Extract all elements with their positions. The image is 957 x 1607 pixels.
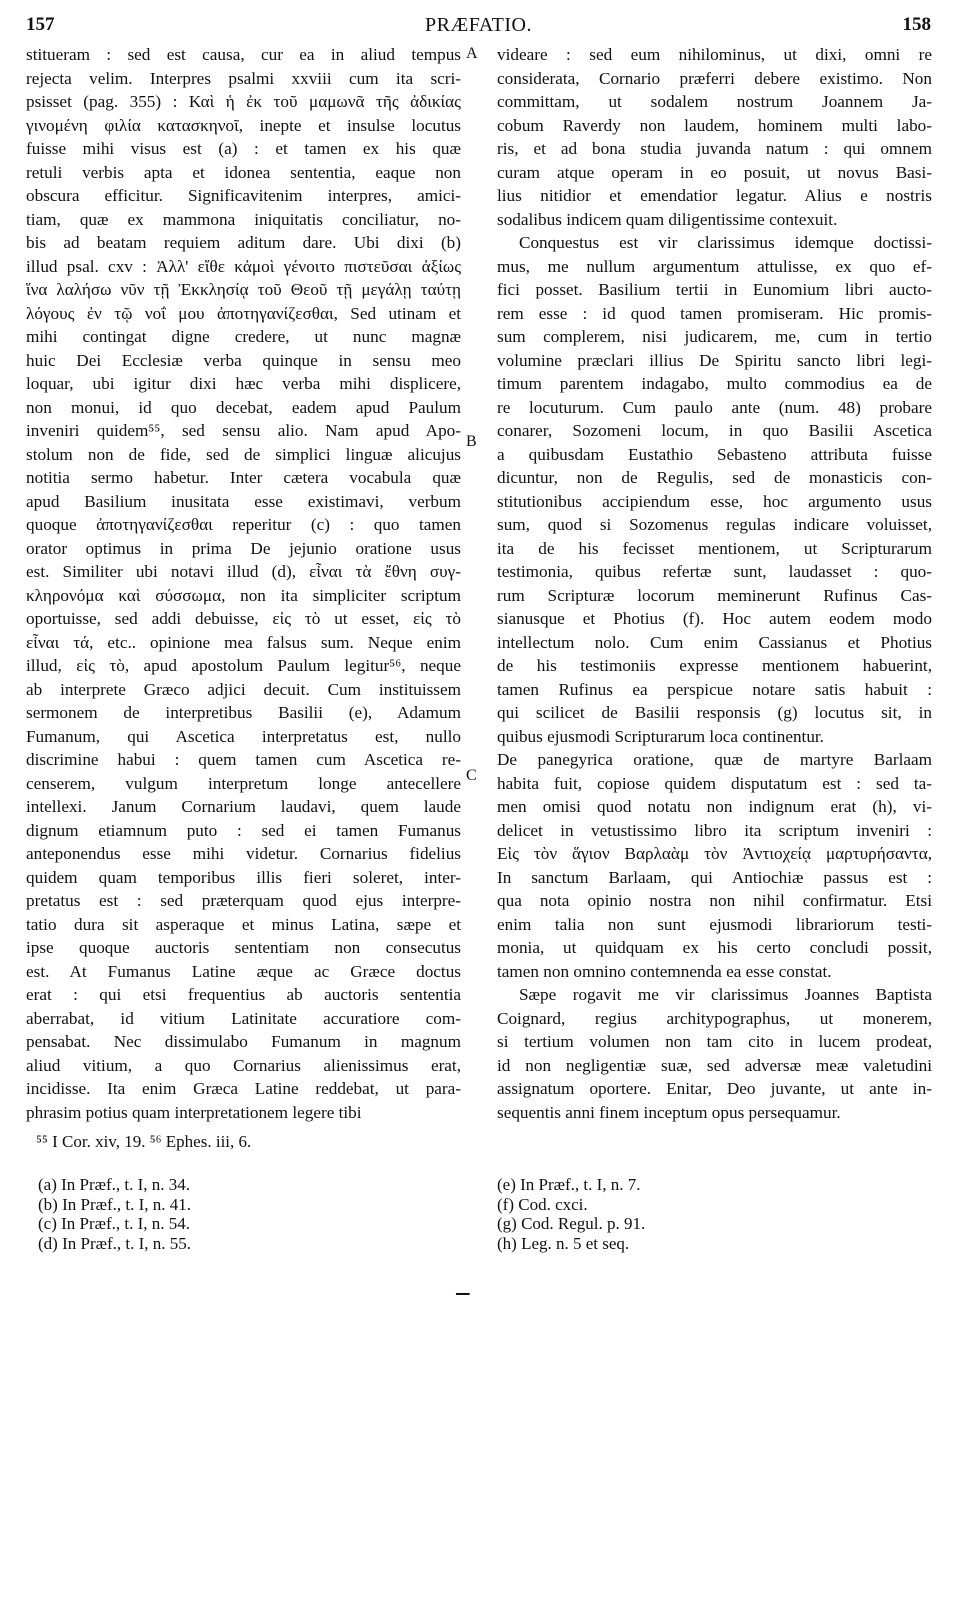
text-line: si tertium volumen non tam cito in lucem prodeat, <box>497 1032 932 1051</box>
text-line: quoque ἀποτηγανίζεσθαι reperitur (c) : quo tamen <box>26 515 461 534</box>
text-line: quibus ejusmodi Scripturarum loca continentur. <box>497 726 824 746</box>
margin-marker-c: C <box>466 767 477 784</box>
text-line: ita de his fecisset mentionem, ut Scripturarum <box>497 538 932 558</box>
text-line: Conquestus est vir clarissimus idemque doctissi- <box>519 233 932 252</box>
running-header <box>26 14 931 40</box>
text-line: obscura efficitur. Significavitenim interpres, amici- <box>26 186 461 205</box>
text-line: est. At Fumanus Latine æque ac Græce doctus <box>26 961 461 981</box>
text-line: illud psal. cxv : Ἀλλ' εἴθε κἀμοὶ γένοιτο πιστεῦσαι ἀξίως <box>26 256 461 276</box>
text-line: re locuturum. Cum paulo ante (num. 48) probare <box>497 397 932 417</box>
text-line: mus, me nullum argumentum attulisse, ex quo ef- <box>497 256 932 276</box>
text-line: inveniri quidem⁵⁵, sed sensu alio. Nam apud Apo- <box>26 421 461 440</box>
text-line: λόγους ἐν τῷ νοΐ μου ἀποτηγανίζεσθαι, Sed utinam et <box>26 303 461 323</box>
footnote-entry: (b) In Præf., t. I, n. 41. <box>38 1194 191 1214</box>
text-line: tamen Rufinus ea perspicue notare satis habuit : <box>497 679 932 699</box>
text-line: tatio dura sit asperaque et minus Latina, sæpe et <box>26 914 461 934</box>
text-line: committam, ut sodalem nostrum Joannem Ja- <box>497 92 932 111</box>
text-line: rejecta velim. Interpres psalmi xxviii cum ita scri- <box>26 68 461 88</box>
footnote-entry: (d) In Præf., t. I, n. 55. <box>38 1233 191 1253</box>
text-line: stitutionibus accipiendum esse, hoc argumento usus <box>497 491 932 511</box>
page-number-left: 157 <box>26 14 55 35</box>
text-line: bis ad beatam requiem aditum dare. Ubi dixi (b) <box>26 233 461 252</box>
text-line: habita fuit, copiose quidem disputatum est : sed ta- <box>497 773 932 793</box>
text-line: qua nota opinio nostra non nihil confirmatur. Etsi <box>497 891 932 910</box>
text-line: ab interprete Græco adjici decuit. Cum instituissem <box>26 679 461 699</box>
text-line: In sanctum Barlaam, qui Antiochiæ passus est : <box>497 867 932 887</box>
text-line: aliud vitium, a quo Cornarius alienissimus erat, <box>26 1055 461 1075</box>
text-line: men omisi quod notatu non indignum erat (h), vi- <box>497 797 932 816</box>
text-line: censerem, vulgum interpretum longe antecellere <box>26 773 461 793</box>
text-line: anteponendus esse mihi videtur. Cornarius fidelius <box>26 844 461 863</box>
text-line: sum complerem, nisi judicarem, me, cum in tertio <box>497 327 932 346</box>
text-line: rem esse : id quod tamen promiseram. Hic promis- <box>497 303 932 323</box>
text-line: de his testimoniis expresse mentionem habuerint, <box>497 656 932 675</box>
text-line: loquar, ubi igitur dixi hæc verba mihi displicere, <box>26 374 461 393</box>
text-line: monia, ut quidquam ex his certo concludi possit, <box>497 938 932 957</box>
text-line: apud Basilium inusitata esse existimavi, verbum <box>26 491 461 511</box>
text-line: κληρονόμα καὶ σύσσωμα, non ita simpliciter scriptum <box>26 585 461 605</box>
text-line: stolum non de fide, sed de simplici linguæ alicujus <box>26 444 461 464</box>
lettered-notes-left <box>38 1175 191 1253</box>
text-line: De panegyrica oratione, quæ de martyre Barlaam <box>497 750 932 769</box>
text-line: conarer, Sozomeni locum, in quo Basilii Ascetica <box>497 421 932 440</box>
text-line: sodalibus indicem quam diligentissime contexuit. <box>497 209 838 229</box>
text-line: considerata, Cornario præferri debere existimo. Non <box>497 68 932 88</box>
text-line: tamen non omnino contemnenda ea esse constat. <box>497 961 832 981</box>
text-line: id non negligentiæ suæ, sed adversæ meæ valetudini <box>497 1055 932 1075</box>
footnote-entry: (a) In Præf., t. I, n. 34. <box>38 1175 191 1194</box>
text-line: enim talia non sunt ejusmodi librariorum testi- <box>497 914 932 934</box>
text-line: dignum etiamnum puto : sed ei tamen Fumanus <box>26 820 461 840</box>
text-line: mihi contingat digne credere, ut nunc magnæ <box>26 327 461 346</box>
text-line: volumine præclari illius De Spiritu sancto libri legi- <box>497 350 932 370</box>
text-line: stitueram : sed est causa, cur ea in aliud tempus <box>26 45 461 64</box>
text-line: phrasim potius quam interpretationem legere tibi <box>26 1102 362 1122</box>
text-line: sequentis anni finem inceptum opus persequamur. <box>497 1102 841 1122</box>
text-line: a quibusdam Eustathio Sebasteno attributa fuisse <box>497 444 932 464</box>
lettered-notes-right <box>497 1175 645 1253</box>
left-text-column <box>26 43 461 1124</box>
text-line: rum Scripturæ locorum meminerunt Rufinus Cas- <box>497 585 932 605</box>
text-line: Εἰς τὸν ἅγιον Βαρλαὰμ τὸν Ἀντιοχείᾳ μαρτυρήσαντα, <box>497 844 932 863</box>
text-line: sum, quod si Sozomenus regulas indicare voluisset, <box>497 515 932 534</box>
text-line: assignatum oportere. Enitar, Deo juvante, ut ante in- <box>497 1079 932 1098</box>
text-line: incidisse. Ita enim Græca Latine reddebat, ut para- <box>26 1079 461 1098</box>
text-line: ipse quoque auctoris sententiam non consecutus <box>26 938 461 957</box>
text-line: aberrabat, id vitium Latinitate accuratiore com- <box>26 1008 461 1028</box>
footnote-entry: (h) Leg. n. 5 et seq. <box>497 1233 630 1253</box>
text-line: timum parentem indagabo, multo commodius ea de <box>497 374 932 393</box>
text-line: non monui, id quo decebat, eadem apud Paulum <box>26 397 461 417</box>
text-line: qui scilicet de Basilii responsis (g) locutus sit, in <box>497 703 932 722</box>
text-line: discrimine habui : quem tamen cum Ascetica re- <box>26 750 461 769</box>
text-line: testimonia, quibus refertæ sunt, laudasset : quo- <box>497 562 932 581</box>
text-line: notitia sermo habetur. Inter cætera vocabula quæ <box>26 468 461 487</box>
text-line: pretatus est : sed præterquam quod ejus interpre- <box>26 891 461 910</box>
footnote-entry: (c) In Præf., t. I, n. 54. <box>38 1214 191 1233</box>
page-number-right: 158 <box>902 14 931 35</box>
text-line: curam atque operam in eo posuit, ut novus Basi- <box>497 162 932 182</box>
text-line: sermonem de interpretibus Basilii (e), Adamum <box>26 703 461 722</box>
running-title: PRÆFATIO. <box>425 14 532 36</box>
text-line: dicuntur, non de Regulis, sed de monasticis con- <box>497 468 932 487</box>
text-line: fici posset. Basilium tertii in Eunomium libri aucto- <box>497 280 932 299</box>
text-line: Fumanum, qui Ascetica interpretatus est, nullo <box>26 726 461 746</box>
text-line: huic Dei Ecclesiæ verba quinque in sensu meo <box>26 350 461 370</box>
text-line: εἶναι τά, etc.. opinione mea falsus sum. Neque enim <box>26 632 461 652</box>
text-line: videare : sed eum nihilominus, ut dixi, omni re <box>497 45 932 64</box>
text-line: γινομένη φιλία κατασκηνοῖ, inepte et insulse locutus <box>26 115 461 135</box>
text-line: oportuisse, sed addi debuisse, εἰς τὸ ut esset, εἰς τὸ <box>26 609 461 628</box>
text-line: sianusque et Photius (f). Hoc autem eodem modo <box>497 609 932 628</box>
text-line: erat : qui etsi frequentius ab auctoris sententia <box>26 985 461 1004</box>
text-line: intellectum nolo. Cum enim Cassianus et Photius <box>497 632 932 652</box>
text-line: cobum Raverdy non laudem, hominem multi labo- <box>497 115 932 135</box>
text-line: fuisse mihi visus est (a) : et tamen ex his quæ <box>26 139 461 158</box>
footnote-entry: (e) In Præf., t. I, n. 7. <box>497 1175 641 1194</box>
text-line: ris, et ad bona studia juvanda natum : qui omnem <box>497 139 932 158</box>
text-line: orator optimus in prima De jejunio oratione usus <box>26 538 461 558</box>
text-line: tiam, quæ ex mammona iniquitatis conciliatur, no- <box>26 209 461 229</box>
text-line: illud, εἰς τὸ, apud apostolum Paulum legitur⁵⁶, neque <box>26 656 461 675</box>
text-line: quidem quam temporibus illis fieri soleret, inter- <box>26 867 461 887</box>
numbered-footnotes: ⁵⁵ I Cor. xiv, 19. ⁵⁶ Ephes. iii, 6. <box>36 1132 252 1151</box>
text-line: Coignard, regius architypographus, ut monerem, <box>497 1008 932 1028</box>
footnote-entry: (f) Cod. cxci. <box>497 1194 588 1214</box>
text-line: psisset (pag. 355) : Καὶ ἡ ἐκ τοῦ μαμωνᾶ τῆς ἀδικίας <box>26 92 461 111</box>
text-line: Sæpe rogavit me vir clarissimus Joannes Baptista <box>519 985 932 1004</box>
footnote-entry: (g) Cod. Regul. p. 91. <box>497 1214 646 1233</box>
text-line: ἵνα λαλήσω νῦν τῇ Ἐκκλησίᾳ τοῦ Θεοῦ τῇ μεγάλῃ ταύτῃ <box>26 280 461 299</box>
margin-marker-a: A <box>466 45 478 62</box>
text-line: intellexi. Janum Cornarium laudavi, quem laude <box>26 797 461 816</box>
text-line: est. Similiter ubi notavi illud (d), εἶναι τὰ ἔθνη συγ- <box>26 562 461 581</box>
margin-marker-b: B <box>466 433 477 450</box>
text-line: retuli verbis apta et idonea sententia, eaque non <box>26 162 461 182</box>
text-line: lius nitidior et emendatior legatur. Alius e nostris <box>497 186 932 205</box>
right-text-column <box>497 43 932 1124</box>
ornament-mark: ━━ <box>456 1287 469 1301</box>
text-line: pensabat. Nec dissimulabo Fumanum in magnum <box>26 1032 461 1051</box>
text-line: delicet in vetustissimo libro ita scriptum inveniri : <box>497 820 932 840</box>
